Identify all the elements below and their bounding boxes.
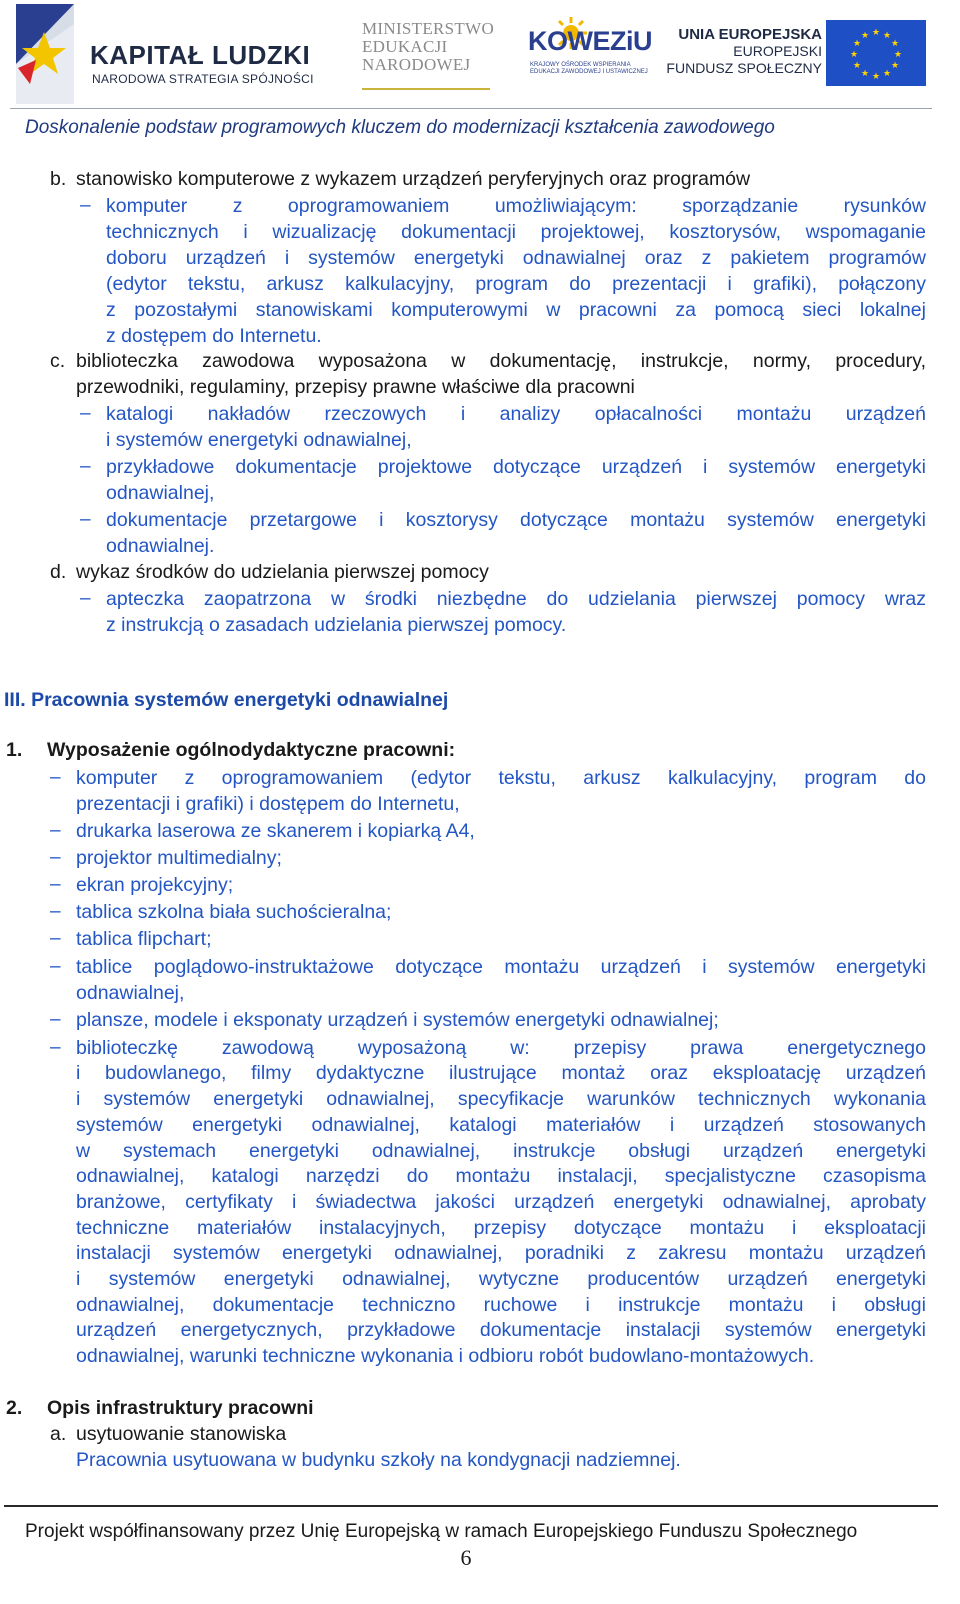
header-divider — [10, 108, 932, 109]
kapital-ludzki-title: KAPITAŁ LUDZKI — [90, 40, 311, 70]
list-item-line: i systemów energetyki odnawialnej, — [106, 429, 412, 451]
footer-text: Projekt współfinansowany przez Unię Europejską w ramach Europejskiego Funduszu Społecznego — [25, 1521, 858, 1542]
eu-logo — [666, 20, 930, 92]
subsection-heading: Opis infrastruktury pracowni — [47, 1397, 314, 1419]
list-item-line: z instrukcją o zasadach udzielania pierwszej pomocy. — [106, 614, 567, 636]
dash-bullet: – — [80, 588, 91, 609]
list-item-line: z pozostałymi stanowiskami komputerowymi w pracowni za pomocą sieci lokalnej — [106, 299, 926, 321]
dash-bullet: – — [50, 874, 61, 895]
list-item-line: tablica szkolna biała suchościeralna; — [76, 901, 392, 923]
ministerstwo-underline — [362, 88, 490, 90]
list-item-line: odnawialnej. — [106, 535, 215, 557]
list-item-line: i systemów energetyki odnawialnej, specyfikacje warunków technicznych wykonania — [76, 1088, 926, 1110]
svg-text:★: ★ — [890, 39, 900, 49]
dash-bullet: – — [50, 767, 61, 788]
list-item-line: dokumentacje przetargowe i kosztorysy dotyczące montażu systemów energetyki — [106, 509, 926, 531]
ministerstwo-line: NARODOWEJ — [362, 55, 471, 74]
list-item-line: drukarka laserowa ze skanerem i kopiarką A4, — [76, 820, 475, 842]
section-c-heading: przewodniki, regulaminy, przepisy prawne właściwe dla pracowni — [76, 376, 635, 398]
list-item-line: systemów energetyki odnawialnej, katalogi materiałów i urządzeń stosowanych — [76, 1114, 926, 1136]
kowezu-subtitle-line: KRAJOWY OŚRODEK WSPIERANIA — [530, 62, 631, 68]
list-item-line: katalogi nakładów rzeczowych i analizy opłacalności montażu urządzeń — [106, 403, 926, 425]
dash-bullet: – — [80, 195, 91, 216]
list-item-line: prezentacji i grafiki) i dostępem do Internetu, — [76, 793, 460, 815]
list-item-line: i systemów energetyki odnawialnej, wytyczne producentów urządzeń energetyki — [76, 1268, 926, 1290]
list-marker-b: b. — [50, 168, 67, 190]
section-d-heading: wykaz środków do udzielania pierwszej pomocy — [76, 561, 489, 583]
list-item-line: technicznych i wizualizację dokumentacji projektowej, kosztorysów, wspomaganie — [106, 221, 926, 243]
list-item-line: plansze, modele i eksponaty urządzeń i systemów energetyki odnawialnej; — [76, 1009, 719, 1031]
project-subtitle: Doskonalenie podstaw programowych kluczem do modernizacji kształcenia zawodowego — [25, 117, 775, 138]
list-item-line: biblioteczkę zawodową wyposażoną w: przepisy prawa energetycznego — [76, 1037, 926, 1059]
eu-flag-icon — [826, 20, 926, 86]
svg-text:★: ★ — [849, 50, 859, 60]
svg-text:★: ★ — [890, 61, 900, 71]
list-item-line: projektor multimedialny; — [76, 847, 282, 869]
svg-text:★: ★ — [860, 31, 870, 41]
dash-bullet: – — [80, 509, 91, 530]
list-item-line: tablica flipchart; — [76, 928, 212, 950]
eu-text-line: FUNDUSZ SPOŁECZNY — [666, 60, 822, 76]
list-marker-1: 1. — [6, 739, 23, 761]
list-item-line: odnawialnej, — [76, 982, 185, 1004]
kowezu-logo — [528, 16, 652, 92]
subsection-heading: Wyposażenie ogólnodydaktyczne pracowni: — [47, 739, 456, 761]
list-item-line: branżowe, certyfikaty i świadectwa jakości urządzeń energetyki odnawialnej, aprobaty — [76, 1191, 926, 1213]
list-item-line: tablice poglądowo-instruktażowe dotyczące montażu urządzeń i systemów energetyki — [76, 956, 926, 978]
dash-bullet: – — [50, 847, 61, 868]
kowezu-subtitle — [530, 62, 648, 76]
list-marker-d: d. — [50, 561, 67, 583]
list-marker-a: a. — [50, 1423, 67, 1445]
svg-text:★: ★ — [852, 39, 862, 49]
page-number: 6 — [460, 1545, 472, 1570]
list-item-line: z dostępem do Internetu. — [106, 325, 322, 347]
dash-bullet: – — [50, 1037, 61, 1058]
list-item-line: apteczka zaopatrzona w środki niezbędne do udzielania pierwszej pomocy wraz — [106, 588, 926, 610]
svg-text:★: ★ — [852, 61, 862, 71]
ministerstwo-line: EDUKACJI — [362, 37, 448, 56]
list-item-line: doboru urządzeń i systemów energetyki odnawialnej oraz z pakietem programów — [106, 247, 926, 269]
svg-text:★: ★ — [871, 28, 881, 38]
list-item-line: ekran projekcyjny; — [76, 874, 234, 896]
kowezu-title: KOWEZiU — [528, 26, 652, 56]
section-heading: III. Pracownia systemów energetyki odnawialnej — [4, 689, 449, 711]
dash-bullet: – — [50, 956, 61, 977]
list-item-line: i budowlanego, filmy dydaktyczne ilustrujące montaż oraz eksploatację urządzeń — [76, 1062, 926, 1084]
svg-text:★: ★ — [882, 69, 892, 79]
section-b-heading: stanowisko komputerowe z wykazem urządzeń peryferyjnych oraz programów — [76, 168, 751, 190]
list-item-line: komputer z oprogramowaniem (edytor tekstu, arkusz kalkulacyjny, program do — [76, 767, 926, 789]
list-item-line: komputer z oprogramowaniem umożliwiającym: sporządzanie rysunków — [106, 195, 926, 217]
eu-text-line: UNIA EUROPEJSKA — [678, 26, 822, 43]
dash-bullet: – — [50, 901, 61, 922]
list-marker-c: c. — [50, 350, 66, 372]
footer-divider — [4, 1505, 938, 1507]
ministerstwo-line: MINISTERSTWO — [362, 19, 495, 38]
list-marker-2: 2. — [6, 1397, 23, 1419]
dash-bullet: – — [80, 456, 91, 477]
list-item-line: instalacji systemów energetyki odnawialnej, poradniki z zakresu montażu urządzeń — [76, 1242, 926, 1264]
kapital-ludzki-subtitle: NARODOWA STRATEGIA SPÓJNOŚCI — [92, 72, 314, 86]
list-item-line: w systemach energetyki odnawialnej, instrukcje obsługi urządzeń energetyki — [76, 1140, 926, 1162]
kapital-ludzki-emblem — [6, 4, 86, 106]
svg-text:★: ★ — [893, 50, 903, 60]
ministerstwo-logo — [362, 20, 502, 90]
list-item-line: urządzeń energetycznych, przykładowe dokumentacje instalacji systemów energetyki — [76, 1319, 926, 1341]
list-item-line: odnawialnej, warunki techniczne wykonania i odbioru robót budowlano-montażowych. — [76, 1345, 815, 1367]
dash-bullet: – — [80, 403, 91, 424]
kapital-ludzki-logo — [6, 4, 314, 106]
dash-bullet: – — [50, 820, 61, 841]
list-item-line: odnawialnej, — [106, 482, 215, 504]
kowezu-subtitle-line: EDUKACJI ZAWODOWEJ I USTAWICZNEJ — [530, 69, 648, 75]
dash-bullet: – — [50, 928, 61, 949]
list-item-line: techniczne materiałów instalacyjnych, przepisy dotyczące montażu i eksploatacji — [76, 1217, 926, 1239]
list-item-line: (edytor tekstu, arkusz kalkulacyjny, program do prezentacji i grafiki), połączony — [106, 273, 926, 295]
svg-text:★: ★ — [871, 72, 881, 82]
list-item-line: przykładowe dokumentacje projektowe dotyczące urządzeń i systemów energetyki — [106, 456, 926, 478]
list-item-line: odnawialnej, dokumentacje techniczno ruchowe i instrukcje montażu i obsługi — [76, 1294, 926, 1316]
list-item-line: odnawialnej, katalogi narzędzi do montażu instalacji, specjalistyczne czasopisma — [76, 1165, 926, 1187]
svg-text:★: ★ — [860, 69, 870, 79]
svg-text:★: ★ — [882, 31, 892, 41]
subsection-a-heading: usytuowanie stanowiska — [76, 1423, 287, 1445]
paragraph: Pracownia usytuowana w budynku szkoły na kondygnacji nadziemnej. — [76, 1449, 681, 1471]
eu-text-line: EUROPEJSKI — [733, 43, 822, 59]
eu-text — [666, 26, 822, 77]
dash-bullet: – — [50, 1009, 61, 1030]
section-c-heading: biblioteczka zawodowa wyposażona w dokumentację, instrukcje, normy, procedury, — [76, 350, 926, 372]
